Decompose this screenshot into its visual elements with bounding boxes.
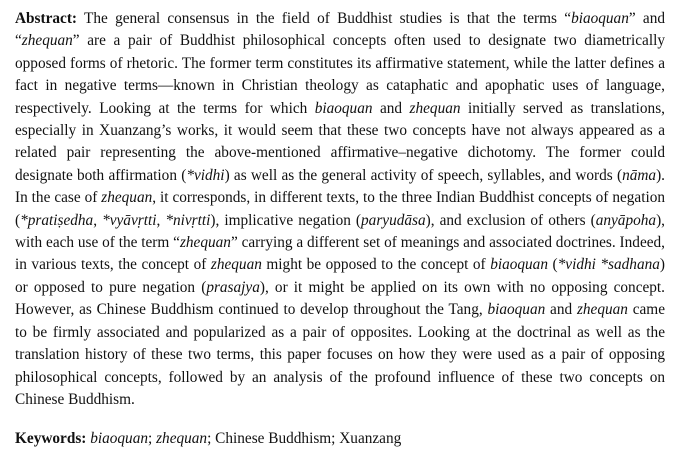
italic-term: zhequan xyxy=(101,189,153,207)
italic-term: prasajya xyxy=(206,278,260,296)
keywords-paragraph xyxy=(15,428,665,450)
italic-term: zhequan xyxy=(576,301,628,319)
italic-term: biaoquan xyxy=(487,301,546,319)
abstract-label: Abstract: xyxy=(15,10,78,27)
italic-term: zhequan xyxy=(21,32,73,50)
italic-term: nāma xyxy=(622,166,657,184)
abstract-paragraph xyxy=(15,8,665,411)
italic-term: *vyāvṛtti xyxy=(102,211,157,229)
italic-term: biaoquan xyxy=(90,430,149,448)
italic-term: biaoquan xyxy=(314,99,373,117)
italic-term: *vidhi xyxy=(186,166,225,184)
italic-term: *pratiṣedha xyxy=(20,211,94,229)
italic-term: biaoquan xyxy=(571,10,629,27)
keywords-label: Keywords: xyxy=(15,430,87,448)
keywords-text: biaoquan; zhequan; Chinese Buddhism; Xuanzang xyxy=(90,430,402,448)
italic-term: anyāpoha xyxy=(595,211,657,229)
italic-term: zhequan xyxy=(409,99,461,117)
abstract-text: The general consensus in the field of Buddhist studies is that the terms “biaoquan” and “zhequan” are a pair of Buddhist philosophical concepts often used to designate two diametrically opposed forms of rhetoric. The former term constitutes its affirmative statement, while the latter defines a fact in negative terms—known in Christian theology as cataphatic and apophatic uses of language, respectively. Looking at the terms for which biaoquan and zhequan initially served as translations, especially in Xuanzang’s works, it would seem that these two concepts have not always appeared as a related pair representing the above-mentioned affirmative–negative dichotomy. The former could designate both affirmation (*vidhi) as well as the general activity of speech, syllables, and words (nāma). In the case of zhequan, it corresponds, in different texts, to the three Indian Buddhist concepts of negation (*pratiṣedha, *vyāvṛtti, *nivṛtti), implicative negation (paryudāsa), and exclusion of others (anyāpoha), with each use of the term “zhequan” carrying a different set of meanings and associated doctrines. Indeed, in various texts, the concept of zhequan might be opposed to the concept of biaoquan (*vidhi *sadhana) or opposed to pure negation (prasajya), or it might be applied on its own with no opposing concept. However, as Chinese Buddhism continued to develop throughout the Tang, biaoquan and zhequan came to be firmly associated and popularized as a pair of opposites. Looking at the doctrinal as well as the translation history of these two terms, this paper focuses on how they were used as a pair of opposing philosophical concepts, followed by an analysis of the profound influence of these two concepts on Chinese Buddhism. xyxy=(15,10,666,408)
italic-term: *vidhi *sadhana xyxy=(557,256,660,274)
italic-term: zhequan xyxy=(156,430,208,448)
italic-term: zhequan xyxy=(210,256,262,274)
italic-term: *nivṛtti xyxy=(165,211,211,229)
italic-term: biaoquan xyxy=(490,256,548,274)
italic-term: paryudāsa xyxy=(361,211,426,229)
italic-term: zhequan xyxy=(179,234,231,252)
